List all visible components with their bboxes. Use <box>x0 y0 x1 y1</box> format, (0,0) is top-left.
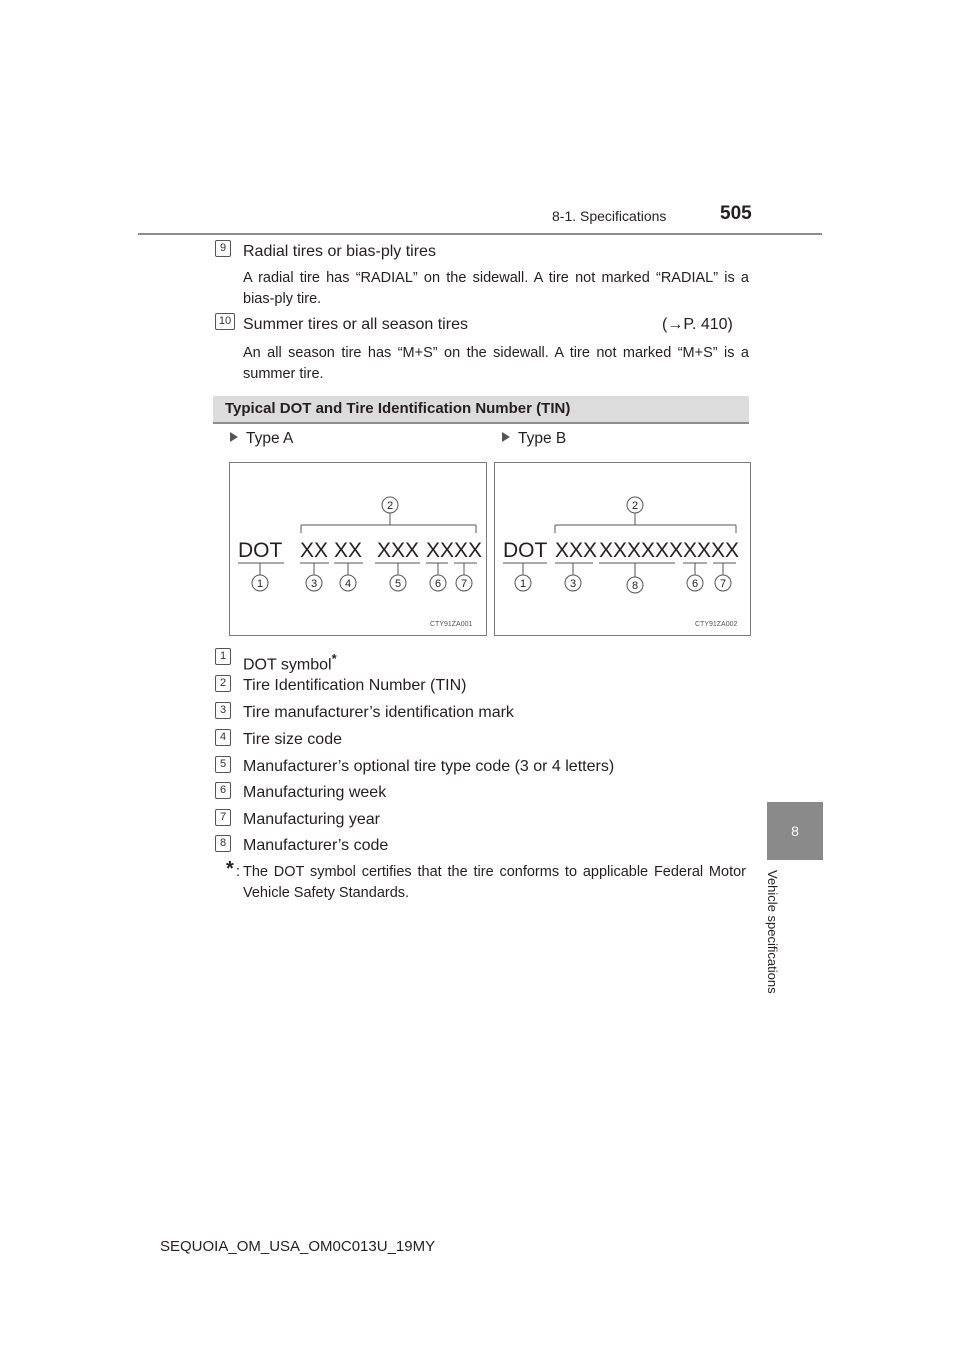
legend-item: Tire Identification Number (TIN) <box>243 677 467 694</box>
document-code: SEQUOIA_OM_USA_OM0C013U_19MY <box>160 1238 436 1255</box>
number-icon-8: 8 <box>215 835 231 852</box>
header-divider <box>138 233 822 235</box>
marker: 2 <box>386 500 394 512</box>
chapter-label: Vehicle specifications <box>765 870 780 994</box>
marker: 7 <box>719 578 727 590</box>
tin-diagram-type-a <box>229 462 487 636</box>
code-segment: XXXX <box>426 539 483 562</box>
marker: 4 <box>344 578 352 590</box>
tin-diagram-type-b <box>494 462 751 636</box>
item-title: Radial tires or bias-ply tires <box>243 243 436 260</box>
code-dot: DOT <box>238 539 283 562</box>
section-heading <box>213 396 749 424</box>
marker: 5 <box>394 578 402 590</box>
number-icon-2: 2 <box>215 675 231 692</box>
number-icon-5: 5 <box>215 756 231 773</box>
legend-item: Tire size code <box>243 731 342 748</box>
marker: 8 <box>631 580 639 592</box>
legend-item: Manufacturing year <box>243 811 380 828</box>
item-description: A radial tire has “RADIAL” on the sidewall. A tire not marked “RADIAL” is a bias-ply tire. <box>243 270 749 307</box>
type-a-label: Type A <box>230 430 293 448</box>
number-icon-6: 6 <box>215 782 231 799</box>
marker: 6 <box>691 578 699 590</box>
marker: 2 <box>631 500 639 512</box>
code-segment: XXX <box>555 539 598 562</box>
marker: 6 <box>434 578 442 590</box>
type-b-label: Type B <box>502 430 566 448</box>
page-number: 505 <box>720 203 752 224</box>
code-segment: XXXX <box>683 539 740 562</box>
marker: 3 <box>310 578 318 590</box>
code-dot: DOT <box>503 539 548 562</box>
number-icon-7: 7 <box>215 809 231 826</box>
marker: 1 <box>519 578 527 590</box>
legend-item: DOT symbol* <box>243 651 337 674</box>
footnote-text: The DOT symbol certifies that the tire conforms to applicable Federal Motor Vehicle Safety Standards. <box>243 864 746 901</box>
figure-ref: CTY91ZA002 <box>695 621 738 628</box>
figure-ref: CTY91ZA001 <box>430 621 473 628</box>
chapter-tab[interactable]: 8 <box>767 802 823 860</box>
code-segment: XX <box>300 539 329 562</box>
code-segment: XXXXXX <box>599 539 684 562</box>
number-icon-1: 1 <box>215 648 231 665</box>
arrow-right-icon <box>502 432 510 442</box>
number-icon-4: 4 <box>215 729 231 746</box>
number-icon-3: 3 <box>215 702 231 719</box>
section-title: 8-1. Specifications <box>552 208 667 224</box>
item-title: Summer tires or all season tires <box>243 316 468 333</box>
legend-item: Tire manufacturer’s identification mark <box>243 704 514 721</box>
code-segment: XX <box>334 539 363 562</box>
asterisk-icon: * <box>226 858 234 880</box>
code-segment: XXX <box>377 539 420 562</box>
marker: 1 <box>256 578 264 590</box>
number-icon-9: 9 <box>215 240 231 257</box>
number-icon-10: 10 <box>215 313 235 330</box>
marker: 3 <box>569 578 577 590</box>
legend-item: Manufacturer’s optional tire type code (3 or 4 letters) <box>243 758 615 775</box>
section-heading-text: Typical DOT and Tire Identification Number (TIN) <box>225 400 571 417</box>
arrow-right-icon <box>230 432 238 442</box>
page-reference-link[interactable]: (→P. 410) <box>662 316 733 333</box>
marker: 7 <box>460 578 468 590</box>
legend-item: Manufacturer’s code <box>243 837 389 854</box>
item-description: An all season tire has “M+S” on the sidewall. A tire not marked “M+S” is a summer tire. <box>243 345 749 382</box>
legend-item: Manufacturing week <box>243 784 387 801</box>
